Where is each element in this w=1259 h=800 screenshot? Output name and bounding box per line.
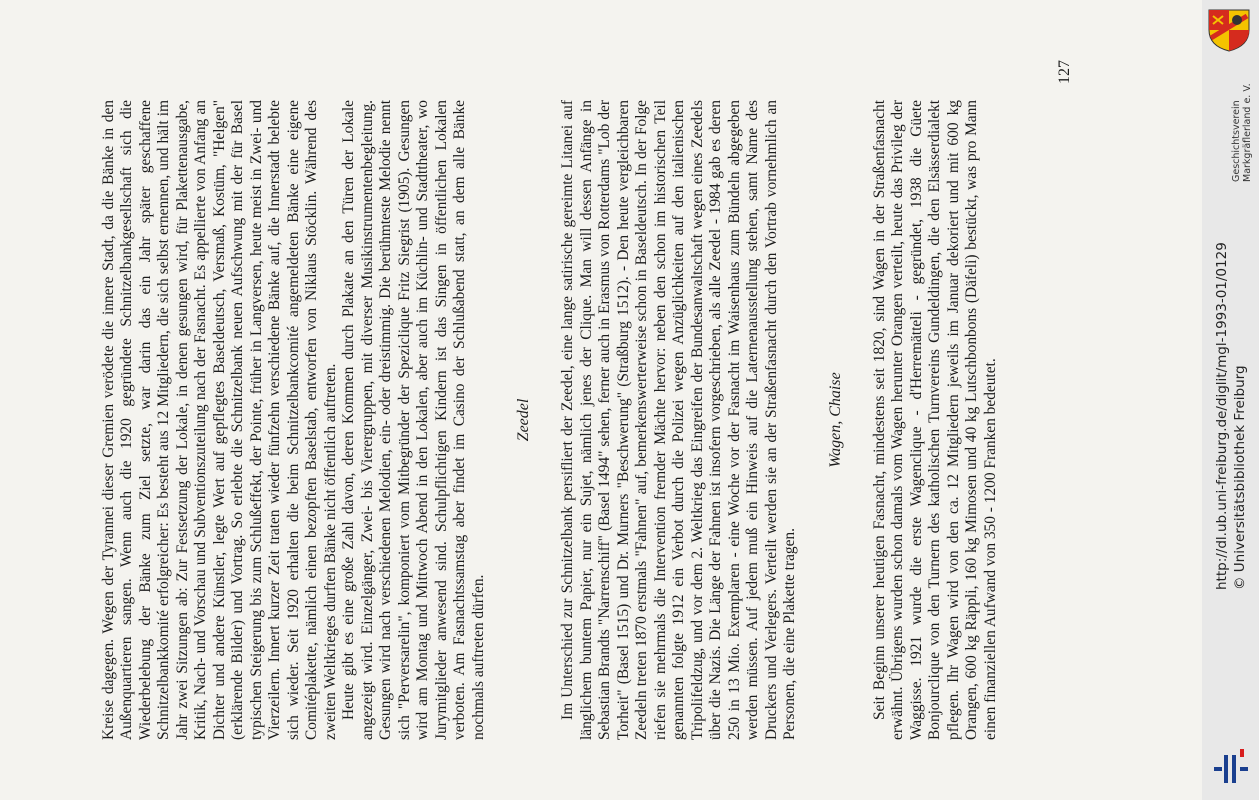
page-number: 127 <box>1056 60 1073 84</box>
paragraph: Kreise dagegen. Wegen der Tyrannei dieser Gremien verödete die innere Stadt, da die Bänke in den Außenquartieren sangen. Wenn auch die 1920 gegründete Schnitzelbankgesellschaft sich die Wiederbelebung der Bänke zum Ziel setzte, war darin das ein Jahr später geschaffene Schnitzelbankkomité erfolgreicher: Es besteht aus 12 Mitgliedern, die sich selbst ernennen, und hält im Jahr zwei Sitzungen ab: Zur Festsetzung der Lokale, in denen gesungen wird, für Plakettenausgabe, Kritik, Nach- und Vorschau und Subventionszuteilung nach der Fasnacht. Es appellierte von Anfang an Dichter und andere Künstler, legte Wert auf gepflegtes Baseldeutsch, Versmaß, Kostüm, "Helgen" (erklärende Bilder) und Vortrag. So erlebte die Schnitzelbank neuen Aufschwung mit der für Basel typischen Steigerung bis zum Schlußeffekt, der Pointe, früher in Langversen, heute meist in Zwei- und Vierzeilern. Innert kurzer Zeit traten wieder fünfzehn verschiedene Bänke auf, die Innerstadt belebte sich wieder. Seit 1920 erhalten die beim Schnitzelbankcomité angemeldeten Bänke eine eigene Comitéplakette, nämlich einen bezopften Baselstab, entworfen von Niklaus Stöcklin. Während des zweiten Weltkrieges durften Bänke nicht öffentlich auftreten. <box>100 100 339 740</box>
paragraph: Seit Beginn unserer heutigen Fasnacht, mindestens seit 1820, sind Wagen in der Straßenfasnacht erwähnt. Übrigens wurden schon damals vom Wagen herunter Orangen verteilt, heute das Privileg der Waggisse. 1921 wurde die erste Wagenclique - d'Herremätteli - gegründet, 1938 die Güete Bonjourclique von den Turnern des katholischen Turnvereins Gundeldingen, die den Elsässerdialekt pflegen. Ihr Wagen wird von den ca. 12 Mitgliedern jeweils im Januar dekoriert und mit 600 kg Orangen, 600 kg Räppli, 160 kg Mimosen und 40 kg Lutschbonbons (Däfeli) bestückt, was pro Mann einen finanziellen Aufwand von 350 - 1200 Franken bedeutet. <box>870 100 999 740</box>
ub-freiburg-logo-icon <box>1210 745 1254 785</box>
section-heading-wagen: Wagen, Chaise <box>826 372 844 468</box>
body-text <box>100 100 1000 740</box>
paragraph: Heute gibt es eine große Zahl davon, deren Kommen durch Plakate an den Türen der Lokale angezeigt wird. Einzelgänger, Zwei- bis Vierergruppen, mit diverser Musikinstrumentenbegleitung. Gesungen wird nach verschiedenen Melodien, ein- oder dreistimmig. Die berühmteste Melodie nennt sich "Perversarelin", komponiert vom Mitbegründer der Speziclique Fritz Siegrist (1905). Gesungen wird am Montag und Mittwoch Abend in den Lokalen, aber auch im Küchlin- und Stadttheater, wo Jurymitglieder anwesend sind. Schulpflichtigen Kindern ist das Singen in öffentlichen Lokalen verboten. Am Fasnachtssamstag aber findet im Casino der Schlußabend statt, an dem alle Bänke nochmals auftreten dürfen. <box>340 100 487 740</box>
copyright-text: © Universitätsbibliothek Freiburg <box>1232 365 1248 590</box>
section-heading-zeedel: Zeedel <box>515 398 533 442</box>
society-line-1: Geschichtsverein <box>1231 100 1242 182</box>
source-info <box>1213 0 1253 590</box>
paragraph: Im Unterschied zur Schnitzelbank persifliert der Zeedel, eine lange satirische gereimte Litanei auf länglichem buntem Papier, nur ein Sujet, nämlich jenes der Clique. Man will dessen Anfänge in Sebastian Brandts "Narrenschiff" (Basel 1494" sehen, ferner auch in Erasmus von Rotterdams "Lob der Torheit" (Basel 1515) und Dr. Murners "Beschwerung" (Straßburg 1512). - Den heute vergleichbaren Zeedeln treten 1870 erstmals "Fahnen" auf, bemerkenswerterweise schon in Baseldeutsch. In der Folge riefen sie mehrmals die Intervention fremder Mächte hervor: neben den schon im historischen Teil genannten folgte 1912 ein Verbot durch die Polizei wegen Anzüglichkeiten auf den italienischen Tripolifeldzug, und vor dem 2. Weltkrieg das Eingreifen der Bundesanwaltschaft wegen eines Zeedels über die Nazis. Die Länge der Fahnen ist insofern vorgeschrieben, als alle Zeedel - 1984 gab es deren 250 in 13 Mio. Exemplaren - eine Woche vor der Fasnacht im Waisenhaus zum Bündeln abgegeben werden müssen. Auf jedem muß ein Hinweis auf die Laternenausstellung stehen, samt Name des Druckers und Verlegers. Verteilt werden sie an der Straßenfasnacht durch den Vortrab vornehmlich an Personen, die eine Plakette tragen. <box>559 100 799 740</box>
source-url-link[interactable]: http://dl.ub.uni-freiburg.de/diglit/mgl-1993-01/0129 <box>1214 242 1230 590</box>
society-line-2: Markgräflerland e. V. <box>1242 83 1253 182</box>
